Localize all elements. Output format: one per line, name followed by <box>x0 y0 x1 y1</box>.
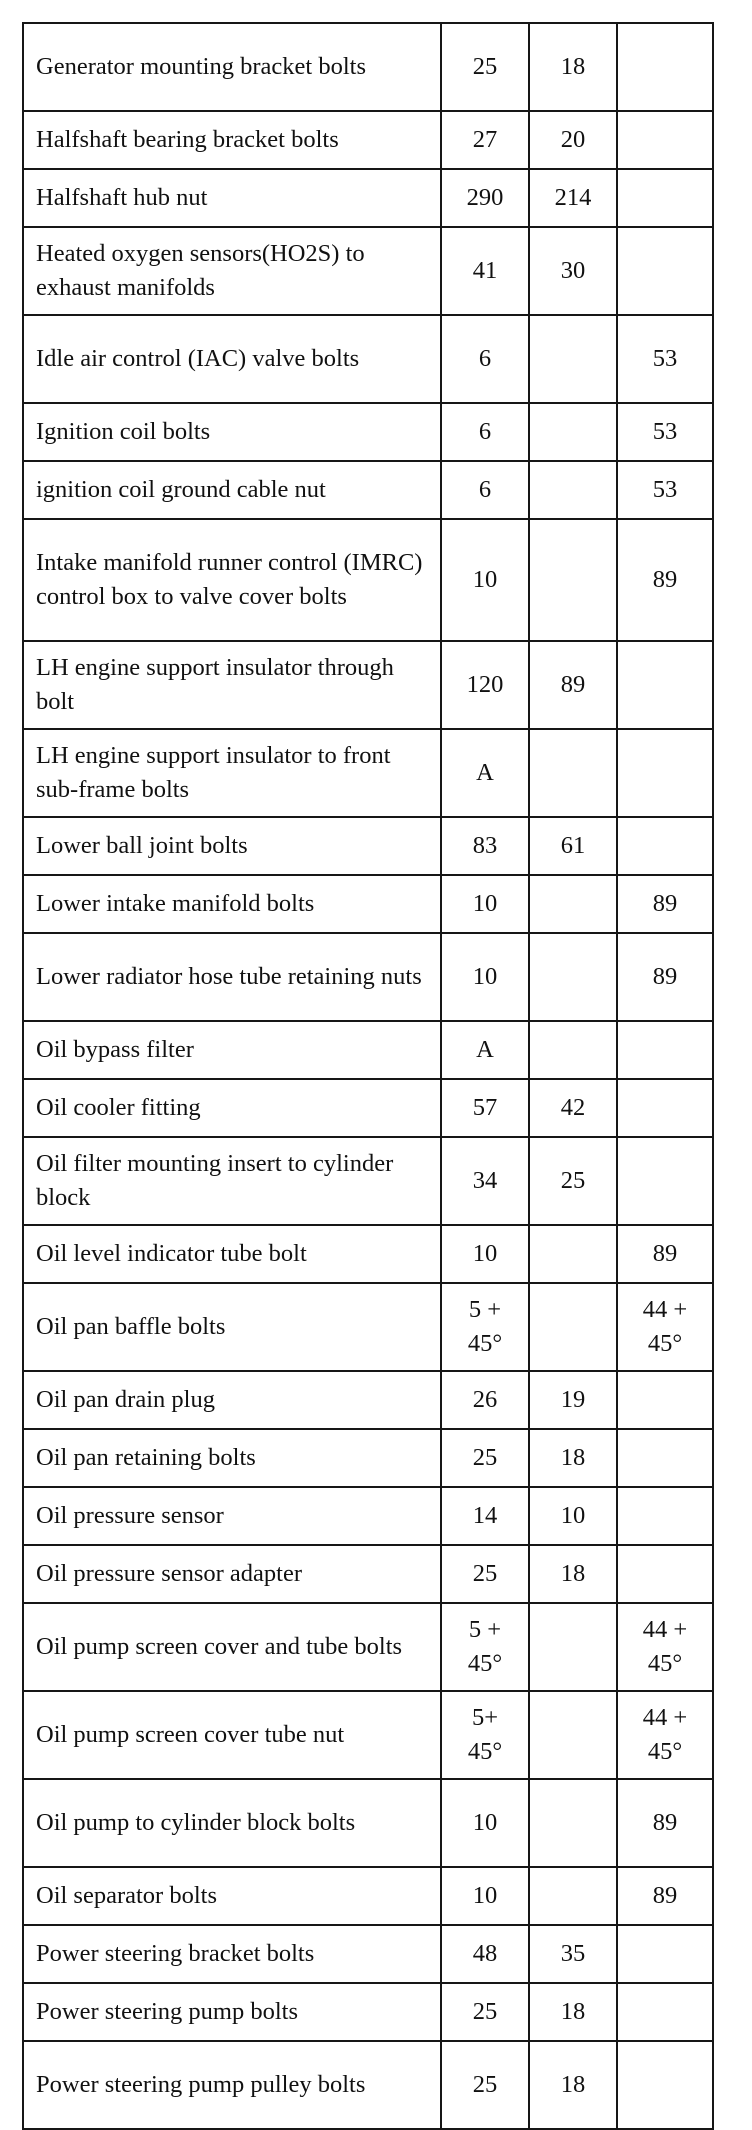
torque-nm-cell: 10 <box>441 519 529 641</box>
table-row <box>23 817 713 875</box>
torque-nm-cell: 25 <box>441 1545 529 1603</box>
torque-lbin-cell: 89 <box>617 519 713 641</box>
torque-lbft-cell <box>529 1779 617 1867</box>
table-row <box>23 1225 713 1283</box>
torque-lbft-cell: 18 <box>529 2041 617 2129</box>
torque-nm-cell: 25 <box>441 1983 529 2041</box>
torque-nm-cell: 83 <box>441 817 529 875</box>
component-cell: Power steering bracket bolts <box>23 1925 441 1983</box>
component-cell: Oil cooler fitting <box>23 1079 441 1137</box>
component-cell: Oil pressure sensor <box>23 1487 441 1545</box>
component-cell: Oil pan baffle bolts <box>23 1283 441 1371</box>
torque-lbin-cell <box>617 23 713 111</box>
torque-table-body <box>23 23 713 2129</box>
torque-nm-cell: 34 <box>441 1137 529 1225</box>
table-row <box>23 641 713 729</box>
table-row <box>23 315 713 403</box>
table-row <box>23 1021 713 1079</box>
table-row <box>23 1487 713 1545</box>
torque-lbin-cell: 89 <box>617 875 713 933</box>
component-cell: Lower ball joint bolts <box>23 817 441 875</box>
torque-lbin-cell <box>617 111 713 169</box>
torque-lbin-cell: 89 <box>617 1779 713 1867</box>
torque-lbft-cell: 18 <box>529 1429 617 1487</box>
table-row <box>23 403 713 461</box>
component-cell: Oil pump screen cover tube nut <box>23 1691 441 1779</box>
torque-lbin-cell <box>617 2041 713 2129</box>
component-cell: Oil separator bolts <box>23 1867 441 1925</box>
component-cell: Oil pump to cylinder block bolts <box>23 1779 441 1867</box>
torque-nm-cell: 5+ 45° <box>441 1691 529 1779</box>
torque-lbft-cell: 42 <box>529 1079 617 1137</box>
torque-lbin-cell <box>617 1429 713 1487</box>
torque-nm-cell: 5 + 45° <box>441 1603 529 1691</box>
torque-lbft-cell: 214 <box>529 169 617 227</box>
torque-nm-cell: A <box>441 729 529 817</box>
torque-lbin-cell <box>617 817 713 875</box>
component-cell: Heated oxygen sensors(HO2S) to exhaust manifolds <box>23 227 441 315</box>
torque-lbin-cell <box>617 1925 713 1983</box>
table-row <box>23 933 713 1021</box>
torque-lbin-cell: 53 <box>617 315 713 403</box>
component-cell: Power steering pump pulley bolts <box>23 2041 441 2129</box>
component-cell: Oil pan retaining bolts <box>23 1429 441 1487</box>
torque-nm-cell: 5 + 45° <box>441 1283 529 1371</box>
component-cell: Halfshaft hub nut <box>23 169 441 227</box>
torque-lbft-cell: 30 <box>529 227 617 315</box>
torque-lbft-cell: 35 <box>529 1925 617 1983</box>
torque-lbin-cell: 44 + 45° <box>617 1603 713 1691</box>
torque-lbin-cell <box>617 1371 713 1429</box>
table-row <box>23 1867 713 1925</box>
torque-nm-cell: 48 <box>441 1925 529 1983</box>
component-cell: LH engine support insulator through bolt <box>23 641 441 729</box>
torque-nm-cell: 26 <box>441 1371 529 1429</box>
table-row <box>23 1603 713 1691</box>
component-cell: Oil pump screen cover and tube bolts <box>23 1603 441 1691</box>
torque-lbft-cell <box>529 1603 617 1691</box>
torque-lbft-cell <box>529 1867 617 1925</box>
component-cell: ignition coil ground cable nut <box>23 461 441 519</box>
torque-lbft-cell <box>529 403 617 461</box>
torque-lbin-cell: 89 <box>617 1225 713 1283</box>
torque-lbft-cell: 18 <box>529 1983 617 2041</box>
component-cell: Lower radiator hose tube retaining nuts <box>23 933 441 1021</box>
component-cell: Oil pressure sensor adapter <box>23 1545 441 1603</box>
table-row <box>23 875 713 933</box>
table-row <box>23 1925 713 1983</box>
torque-lbin-cell <box>617 1021 713 1079</box>
table-row <box>23 1079 713 1137</box>
table-row <box>23 1429 713 1487</box>
torque-lbft-cell <box>529 1283 617 1371</box>
torque-lbft-cell <box>529 875 617 933</box>
torque-lbft-cell: 89 <box>529 641 617 729</box>
table-row <box>23 1371 713 1429</box>
torque-nm-cell: 6 <box>441 403 529 461</box>
table-row <box>23 23 713 111</box>
torque-lbft-cell: 18 <box>529 1545 617 1603</box>
table-row <box>23 519 713 641</box>
component-cell: Generator mounting bracket bolts <box>23 23 441 111</box>
torque-lbin-cell <box>617 1545 713 1603</box>
component-cell: Halfshaft bearing bracket bolts <box>23 111 441 169</box>
component-cell: Oil filter mounting insert to cylinder block <box>23 1137 441 1225</box>
torque-lbft-cell: 18 <box>529 23 617 111</box>
torque-lbin-cell: 44 + 45° <box>617 1283 713 1371</box>
component-cell: Oil pan drain plug <box>23 1371 441 1429</box>
torque-nm-cell: 25 <box>441 23 529 111</box>
table-row <box>23 729 713 817</box>
torque-nm-cell: 6 <box>441 461 529 519</box>
component-cell: Power steering pump bolts <box>23 1983 441 2041</box>
table-row <box>23 1983 713 2041</box>
torque-nm-cell: 10 <box>441 1225 529 1283</box>
table-row <box>23 169 713 227</box>
torque-nm-cell: 41 <box>441 227 529 315</box>
component-cell: Oil bypass filter <box>23 1021 441 1079</box>
component-cell: Oil level indicator tube bolt <box>23 1225 441 1283</box>
table-row <box>23 1283 713 1371</box>
table-row <box>23 227 713 315</box>
table-row <box>23 111 713 169</box>
torque-lbft-cell <box>529 1021 617 1079</box>
torque-nm-cell: 10 <box>441 1779 529 1867</box>
torque-lbin-cell: 89 <box>617 1867 713 1925</box>
torque-lbft-cell <box>529 519 617 641</box>
component-cell: Idle air control (IAC) valve bolts <box>23 315 441 403</box>
torque-nm-cell: 57 <box>441 1079 529 1137</box>
table-row <box>23 1137 713 1225</box>
torque-lbin-cell <box>617 1487 713 1545</box>
torque-lbin-cell: 89 <box>617 933 713 1021</box>
torque-lbin-cell <box>617 729 713 817</box>
torque-lbft-cell: 19 <box>529 1371 617 1429</box>
torque-lbin-cell <box>617 1079 713 1137</box>
torque-lbin-cell <box>617 1137 713 1225</box>
torque-nm-cell: 27 <box>441 111 529 169</box>
torque-lbft-cell: 10 <box>529 1487 617 1545</box>
torque-spec-table <box>22 22 714 2130</box>
torque-lbft-cell <box>529 933 617 1021</box>
torque-nm-cell: 10 <box>441 875 529 933</box>
torque-lbft-cell <box>529 1225 617 1283</box>
torque-lbft-cell <box>529 1691 617 1779</box>
torque-lbft-cell <box>529 315 617 403</box>
torque-lbft-cell <box>529 461 617 519</box>
torque-lbin-cell <box>617 1983 713 2041</box>
table-row <box>23 1545 713 1603</box>
torque-nm-cell: 120 <box>441 641 529 729</box>
table-row <box>23 1691 713 1779</box>
torque-lbft-cell: 61 <box>529 817 617 875</box>
torque-lbft-cell <box>529 729 617 817</box>
torque-nm-cell: 10 <box>441 1867 529 1925</box>
torque-nm-cell: 290 <box>441 169 529 227</box>
torque-nm-cell: 14 <box>441 1487 529 1545</box>
torque-nm-cell: A <box>441 1021 529 1079</box>
torque-lbin-cell <box>617 641 713 729</box>
table-row <box>23 461 713 519</box>
component-cell: Lower intake manifold bolts <box>23 875 441 933</box>
table-row <box>23 1779 713 1867</box>
component-cell: LH engine support insulator to front sub-frame bolts <box>23 729 441 817</box>
torque-lbft-cell: 25 <box>529 1137 617 1225</box>
torque-lbin-cell: 53 <box>617 403 713 461</box>
component-cell: Intake manifold runner control (IMRC) control box to valve cover bolts <box>23 519 441 641</box>
table-row <box>23 2041 713 2129</box>
torque-nm-cell: 6 <box>441 315 529 403</box>
torque-lbin-cell <box>617 169 713 227</box>
torque-spec-sheet <box>22 22 712 2130</box>
torque-nm-cell: 10 <box>441 933 529 1021</box>
torque-lbin-cell: 53 <box>617 461 713 519</box>
component-cell: Ignition coil bolts <box>23 403 441 461</box>
torque-lbft-cell: 20 <box>529 111 617 169</box>
torque-nm-cell: 25 <box>441 2041 529 2129</box>
torque-lbin-cell <box>617 227 713 315</box>
torque-lbin-cell: 44 + 45° <box>617 1691 713 1779</box>
torque-nm-cell: 25 <box>441 1429 529 1487</box>
